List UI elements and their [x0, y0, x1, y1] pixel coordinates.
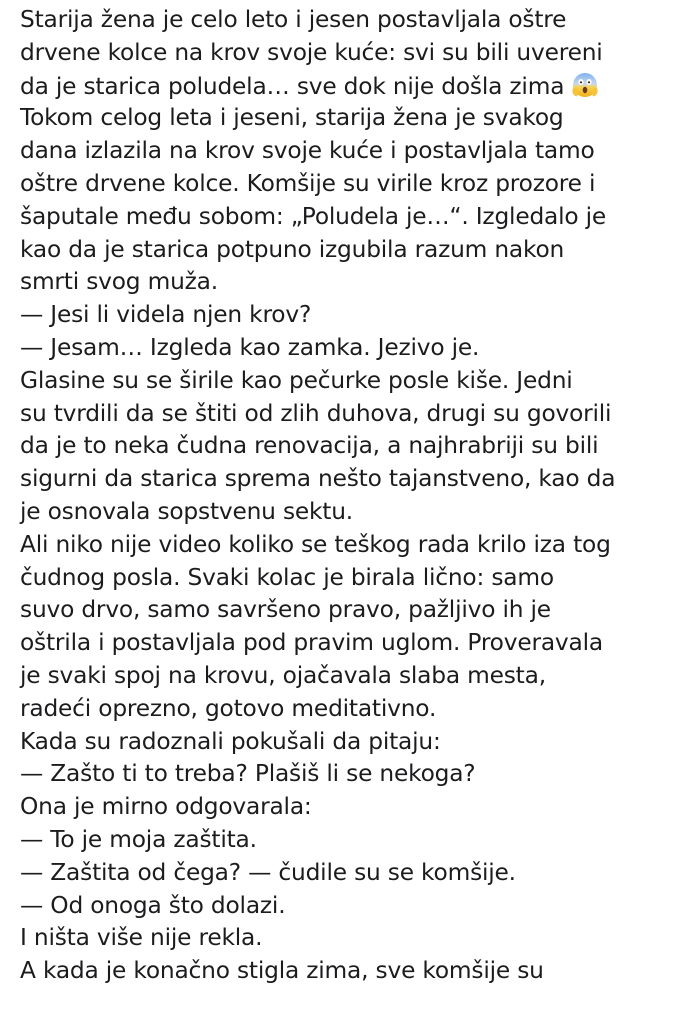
text-line: Tokom celog leta i jeseni, starija žena je svakog: [20, 104, 564, 132]
text-line-with-emoji: [20, 70, 692, 103]
text-line: A kada je konačno stigla zima, sve komšije su: [20, 957, 544, 985]
text-line: — Jesam… Izgleda kao zamka. Jezivo je.: [20, 333, 480, 361]
text-line: I ništa više nije rekla.: [20, 924, 263, 952]
text-line: Ona je mirno odgovarala:: [20, 793, 312, 821]
text-line: oštrila i postavljala pod pravim uglom. Proveravala: [20, 629, 603, 657]
text-line: — Od onoga što dolazi.: [20, 891, 286, 919]
text-line: oštre drvene kolce. Komšije su virile kroz prozore i: [20, 169, 596, 197]
text-line: — Zašto ti to treba? Plašiš li se nekoga?: [20, 760, 476, 788]
text-line: čudnog posla. Svaki kolac je birala lično: samo: [20, 563, 554, 591]
face-screaming-in-fear-icon: [570, 70, 600, 100]
text-line: smrti svog muža.: [20, 268, 218, 296]
text-line: Starija žena je celo leto i jesen postavljala oštre: [20, 6, 567, 33]
text-line: da je starica poludela… sve dok nije došla zima: [20, 72, 565, 100]
text-line: je svaki spoj na krovu, ojačavala slaba mesta,: [20, 661, 546, 689]
text-line: drvene kolce na krov svoje kuće: svi su bili uvereni: [20, 38, 603, 66]
text-line: kao da je starica potpuno izgubila razum nakon: [20, 235, 565, 263]
text-line: — To je moja zaštita.: [20, 825, 257, 853]
text-line: sigurni da starica sprema nešto tajanstveno, kao da: [20, 465, 616, 493]
text-line: — Zaštita od čega? — čudile su se komšije.: [20, 858, 516, 886]
text-line: — Jesi li videla njen krov?: [20, 301, 312, 329]
text-line: je osnovala sopstvenu sektu.: [20, 497, 354, 525]
text-line: Kada su radoznali pokušali da pitaju:: [20, 727, 441, 755]
text-line: da je to neka čudna renovacija, a najhrabriji su bili: [20, 432, 599, 460]
text-line: su tvrdili da se štiti od zlih duhova, drugi su govorili: [20, 399, 612, 427]
text-line: suvo drvo, samo savršeno pravo, pažljivo ih je: [20, 596, 551, 624]
text-line: Glasine su se širile kao pečurke posle kiše. Jedni: [20, 366, 573, 394]
text-line: radeći oprezno, gotovo meditativno.: [20, 694, 437, 722]
text-line: dana izlazila na krov svoje kuće i postavljala tamo: [20, 137, 595, 165]
text-line: šaputale među sobom: „Poludela je…“. Izgledalo je: [20, 202, 607, 230]
text-line: Ali niko nije video koliko se teškog rada krilo iza tog: [20, 530, 611, 558]
post-text: [20, 4, 692, 988]
